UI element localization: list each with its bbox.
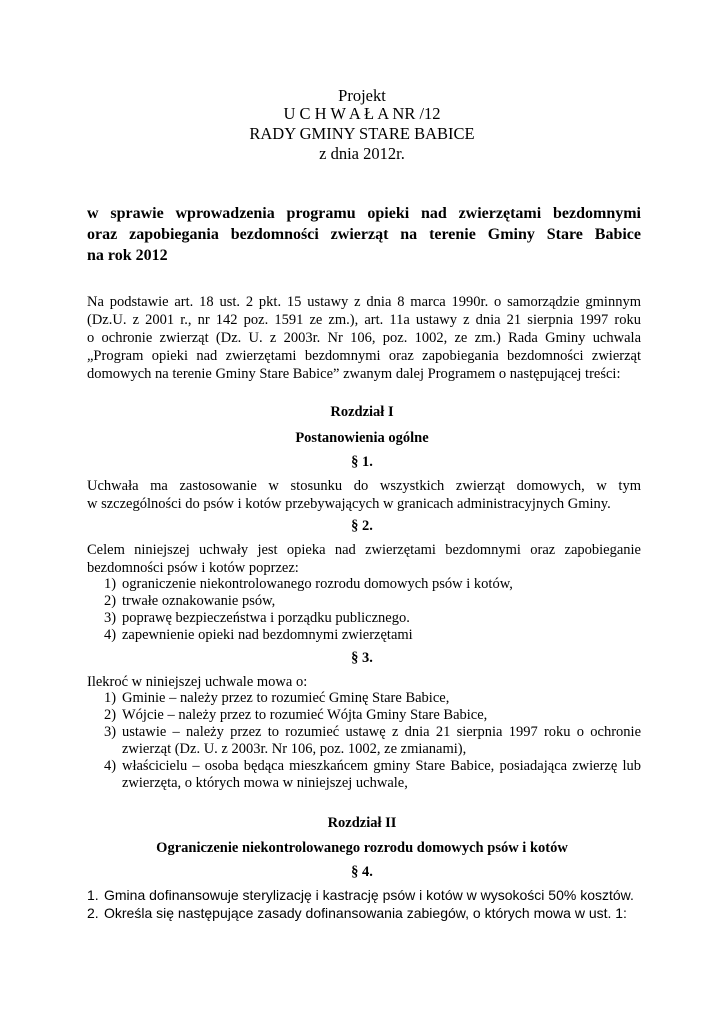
list-item: trwałe oznakowanie psów, [122, 593, 276, 609]
council-name: RADY GMINY STARE BABICE [249, 124, 475, 143]
preamble-line: o ochronie zwierząt (Dz. U. z 2003r. Nr 106, poz. 1002, ze zm.) Rada Gminy uchwala [87, 330, 641, 346]
paragraph-text: Ilekroć w niniejszej uchwale mowa o: [87, 674, 308, 690]
list-number: 2. [87, 905, 99, 921]
preamble-line: „Program opieki nad zwierzętami bezdomnymi oraz zapobiegania bezdomności zwierząt [87, 348, 641, 364]
paragraph-sign: § 2. [351, 518, 373, 534]
preamble-line: Na podstawie art. 18 ust. 2 pkt. 15 ustawy z dnia 8 marca 1990r. o samorządzie gminnym [87, 294, 641, 310]
list-item: zapewnienie opieki nad bezdomnymi zwierzętami [122, 627, 413, 643]
title-line: oraz zapobiegania bezdomności zwierząt na terenie Gminy Stare Babice [87, 226, 641, 243]
list-item: ograniczenie niekontrolowanego rozrodu domowych psów i kotów, [122, 576, 513, 592]
paragraph-text: bezdomności psów i kotów poprzez: [87, 560, 299, 576]
chapter-title: Rozdział I [330, 404, 394, 420]
chapter-title: Rozdział II [327, 815, 397, 831]
list-item: Wójcie – należy przez to rozumieć Wójta Gminy Stare Babice, [122, 707, 488, 723]
resolution-number: U C H W A Ł A NR /12 [283, 104, 441, 123]
list-number: 1. [87, 887, 99, 903]
list-item: poprawę bezpieczeństwa i porządku publicznego. [122, 610, 410, 626]
list-number: 2) [104, 707, 117, 723]
list-number: 3) [104, 610, 117, 626]
resolution-title [87, 203, 641, 266]
paragraph-text: Celem niniejszej uchwały jest opieka nad zwierzętami bezdomnymi oraz zapobieganie [87, 542, 641, 558]
list-item-continuation: zwierzęta, o których mowa w niniejszej uchwale, [122, 775, 408, 791]
paragraph-sign: § 4. [351, 864, 373, 880]
list-item: Gmina dofinansowuje sterylizację i kastrację psów i kotów w wysokości 50% kosztów. [104, 887, 634, 903]
list-item: ustawie – należy przez to rozumieć ustawę z dnia 21 sierpnia 1997 roku o ochronie [122, 724, 641, 740]
title-line: na rok 2012 [87, 247, 168, 264]
list-number: 2) [104, 593, 117, 609]
paragraph-text: w szczególności do psów i kotów przebywających w granicach administracyjnych Gminy. [87, 496, 611, 512]
list-item: właścicielu – osoba będąca mieszkańcem gminy Stare Babice, posiadająca zwierzę lub [122, 758, 641, 774]
list-number: 4) [104, 627, 117, 643]
project-label: Projekt [338, 86, 386, 105]
resolution-date: z dnia 2012r. [319, 144, 405, 163]
paragraph-text: Uchwała ma zastosowanie w stosunku do wszystkich zwierząt domowych, w tym [87, 478, 641, 494]
chapter-subtitle: Ograniczenie niekontrolowanego rozrodu domowych psów i kotów [156, 840, 568, 856]
list-number: 3) [104, 724, 117, 740]
paragraph-sign: § 3. [351, 650, 373, 666]
list-number: 4) [104, 758, 117, 774]
paragraph-sign: § 1. [351, 454, 373, 470]
preamble-line: domowych na terenie Gminy Stare Babice” zwanym dalej Programem o następującej treści: [87, 366, 621, 382]
list-item-continuation: zwierząt (Dz. U. z 2003r. Nr 106, poz. 1002, ze zmianami), [122, 741, 467, 757]
title-line: w sprawie wprowadzenia programu opieki nad zwierzętami bezdomnymi [87, 205, 641, 222]
list-number: 1) [104, 576, 117, 592]
preamble-line: (Dz.U. z 2001 r., nr 142 poz. 1591 ze zm.), art. 11a ustawy z dnia 21 sierpnia 1997 roku [87, 312, 641, 328]
list-item: Określa się następujące zasady dofinansowania zabiegów, o których mowa w ust. 1: [104, 905, 627, 921]
chapter-subtitle: Postanowienia ogólne [295, 430, 429, 446]
list-item: Gminie – należy przez to rozumieć Gminę Stare Babice, [122, 690, 450, 706]
list-number: 1) [104, 690, 117, 706]
